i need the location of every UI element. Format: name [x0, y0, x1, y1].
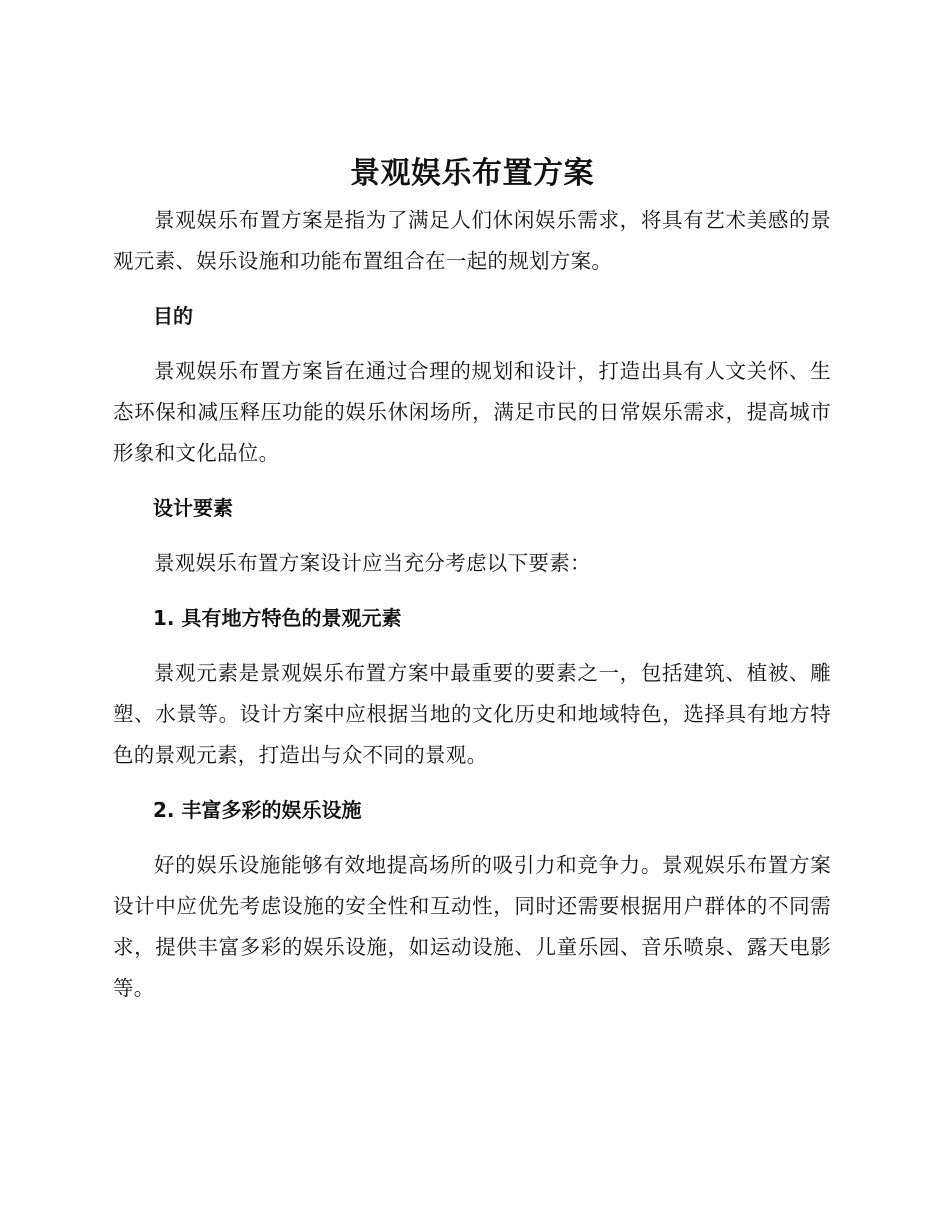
intro-paragraph: 景观娱乐布置方案是指为了满足人们休闲娱乐需求，将具有艺术美感的景观元素、娱乐设施和功能布置组合在一起的规划方案。 — [113, 208, 831, 273]
section-heading-entertainment-facilities: 2. 丰富多彩的娱乐设施 — [153, 798, 362, 822]
section-paragraph-design-elements: 景观娱乐布置方案设计应当充分考虑以下要素： — [154, 551, 591, 575]
document-title: 景观娱乐布置方案 — [350, 156, 594, 191]
section-heading-purpose: 目的 — [153, 304, 193, 328]
section-paragraph-entertainment-facilities: 好的娱乐设施能够有效地提高场所的吸引力和竞争力。景观娱乐布置方案设计中应优先考虑设施的安全性和互动性，同时还需要根据用户群体的不同需求，提供丰富多彩的娱乐设施，如运动设施、儿童乐园、音乐喷泉、露天电影等。 — [113, 853, 831, 1000]
section-heading-local-landscape: 1. 具有地方特色的景观元素 — [153, 606, 402, 630]
section-heading-design-elements: 设计要素 — [153, 496, 233, 520]
document-page — [113, 148, 831, 1023]
section-paragraph-purpose: 景观娱乐布置方案旨在通过合理的规划和设计，打造出具有人文关怀、生态环保和减压释压功能的娱乐休闲场所，满足市民的日常娱乐需求，提高城市形象和文化品位。 — [113, 359, 831, 465]
section-paragraph-local-landscape: 景观元素是景观娱乐布置方案中最重要的要素之一，包括建筑、植被、雕塑、水景等。设计方案中应根据当地的文化历史和地域特色，选择具有地方特色的景观元素，打造出与众不同的景观。 — [113, 661, 831, 767]
